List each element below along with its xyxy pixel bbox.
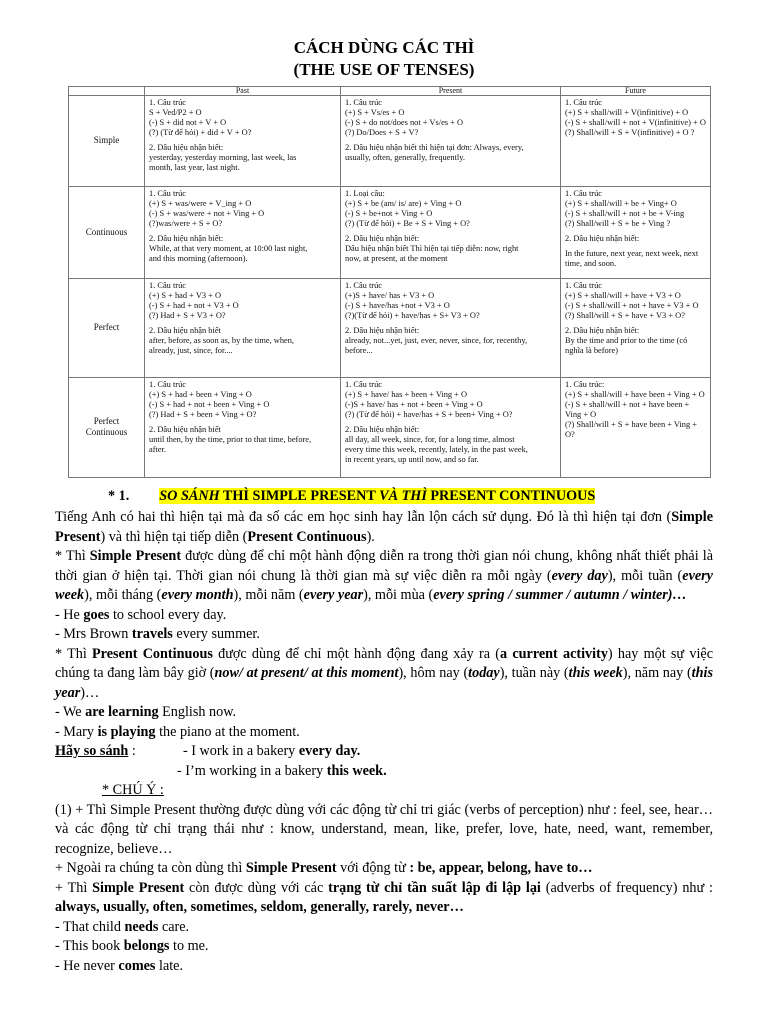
row-label: Perfect <box>69 278 145 377</box>
cell-text: (-) S + shall/will + not + have been + <box>565 399 690 409</box>
doc-title: CÁCH DÙNG CÁC THÌ <box>293 38 475 57</box>
cell-text: (+) S + Vs/es + O <box>345 108 405 117</box>
table-header-cell: Past <box>145 87 341 96</box>
table-row <box>69 186 711 278</box>
cell-text: Dâu hiệu nhận biết Thì hiện tại tiếp diễn: now, right <box>345 243 519 253</box>
cell-text: (?)(Từ để hỏi) + have/has + S+ V3 + O? <box>345 310 480 320</box>
cell-text: (-) S + be+not + Ving + O <box>345 208 433 218</box>
cell-text: S + Ved/P2 + O <box>149 108 202 117</box>
cell-text: and this morning (afternoon). <box>149 253 248 263</box>
cell-text: (+) S + shall/will + have + V3 + O <box>565 290 681 300</box>
intro-paragraph: Tiếng Anh có hai thì hiện tại mà đa số các em học sinh hay lẫn lộn cách sử dụng. Đó là thì hiện tại đơn (Simple Present) và thì hiện tại tiếp diễn (Present Continuous). <box>55 509 713 545</box>
compare-line: Hãy so sánh : - I work in a bakery every day. <box>55 743 361 759</box>
table-cell <box>561 278 711 377</box>
table-cell <box>341 278 561 377</box>
cell-text: yesterday, yesterday morning, last week, las <box>149 153 297 162</box>
table-cell <box>341 377 561 477</box>
table-cell <box>341 186 561 278</box>
compare-line: - I’m working in a bakery this week. <box>177 762 387 779</box>
table-header-cell: Present <box>341 87 561 96</box>
table-cell <box>341 96 561 187</box>
cell-text: month, last year, last night. <box>149 163 240 172</box>
note-paragraph: (1) + Thì Simple Present thường được dùng với các động từ chỉ tri giác (verbs of perception) như : feel, see, hear… và các động từ chỉ trạng thái như : know, understand, mean, like, prefer, love, hate, need, want, remember, recognize, believe… <box>55 801 713 857</box>
tenses-table <box>68 86 711 478</box>
cell-text: (?) Do/Does + S + V? <box>345 128 419 137</box>
cell-text: nghĩa là before) <box>565 345 619 355</box>
cell-text: 1. Câu trúc <box>149 98 186 107</box>
cell-text: (-) S + had + not + been + Ving + O <box>149 399 270 409</box>
body-text <box>55 508 713 976</box>
cell-text: O? <box>565 429 575 439</box>
cell-text: every time this week, recently, lately, in the past week, <box>345 444 528 454</box>
row-label: Continuous <box>69 186 145 278</box>
table-row <box>69 377 711 477</box>
cell-text: 2. Dâu hiệu nhận biết: <box>149 143 224 152</box>
simple-present-paragraph: * Thì Simple Present được dùng để chỉ một hành động diễn ra trong thời gian nói chung, không nhất thiết phải là thời gian ở hiện tại. Thời gian nói chung là thời gian mà sự việc diễn ra mỗi ngày (every day), mỗi tuần (every week), mỗi tháng (every month), mỗi năm (every year), mỗi mùa (every spring / summer / autumn / winter)… <box>55 548 713 603</box>
cell-text: after, before, as soon as, by the time, when, <box>149 335 295 345</box>
cell-text: (+) S + had + V3 + O <box>149 290 222 300</box>
cell-text: usually, often, generally, frequently. <box>345 153 465 162</box>
row-label: Simple <box>69 96 145 187</box>
cell-text: until then, by the time, prior to that time, before, <box>149 434 312 444</box>
cell-text: (?) Had + S + V3 + O? <box>149 310 226 320</box>
cell-text: In the future, next year, next week, next <box>565 248 699 258</box>
example-line: - He never comes late. <box>55 957 184 974</box>
section-title-part: SO SÁNH <box>159 488 220 504</box>
cell-text: (+) S + shall/will + have been + Ving + O <box>565 389 705 399</box>
table-cell <box>561 96 711 187</box>
example-line: - He goes to school every day. <box>55 606 227 623</box>
note-paragraph: + Thì Simple Present còn được dùng với các trạng từ chỉ tần suất lập đi lập lại (adverbs of frequency) như : always, usually, often, sometimes, seldom, generally, rarely, never… <box>55 879 713 915</box>
cell-text: 1. Câu trúc <box>345 280 382 290</box>
cell-text: time, and soon. <box>565 258 617 268</box>
cell-text: 2. Dâu hiệu nhận biết: <box>149 233 224 243</box>
example-line: - Mary is playing the piano at the moment. <box>55 723 300 740</box>
cell-text: 2. Dâu hiệu nhận biết: <box>345 325 420 335</box>
example-line: - That child needs care. <box>55 918 190 935</box>
cell-text: (+)S + have/ has + V3 + O <box>345 290 435 300</box>
example-line: - This book belongs to me. <box>55 938 209 954</box>
cell-text: (-) S + shall/will + not + V(infinitive) + O <box>565 118 706 127</box>
cell-text: already, not...yet, just, ever, never, since, for, recenthy, <box>345 335 528 345</box>
cell-text: 1. Câu trúc <box>565 98 602 107</box>
table-header-row <box>69 87 711 96</box>
cell-text: 1. Câu trúc <box>149 280 186 290</box>
example-line: - We are learning English now. <box>55 704 237 720</box>
cell-text: (?) Shall/will + S + have + V3 + O? <box>565 310 685 320</box>
cell-text: 2. Dâu hiệu nhận biết: <box>345 424 420 434</box>
cell-text: (+) S + be (am/ is/ are) + Ving + O <box>345 198 462 208</box>
cell-text: before... <box>345 345 373 355</box>
cell-text: (?) Shall/will + S + be + Ving ? <box>565 218 671 228</box>
table-row <box>69 96 711 187</box>
cell-text: (?) Shall/will + S + V(infinitive) + O ? <box>565 128 695 137</box>
cell-text: (-) S + was/were + not + Ving + O <box>149 208 265 218</box>
cell-text: (+) S + shall/will + V(infinitive) + O <box>565 108 689 117</box>
cell-text: 1. Câu trúc <box>565 280 602 290</box>
section-title-highlight <box>159 488 595 504</box>
cell-text: 2. Dâu hiệu nhận biết: <box>565 233 640 243</box>
cell-text: (+) S + have/ has + been + Ving + O <box>345 389 468 399</box>
cell-text: (?) (Từ để hỏi) + have/has + S + been+ Ving + O? <box>345 409 513 419</box>
cell-text: (+) S + shall/will + be + Ving+ O <box>565 198 677 208</box>
note-heading: * CHÚ Ý : <box>102 782 164 798</box>
cell-text: 1. Câu trúc <box>345 379 382 389</box>
table-cell <box>561 377 711 477</box>
cell-text: now, at present, at the moment <box>345 253 448 263</box>
row-label: Perfect Continuous <box>69 377 145 477</box>
example-line: - Mrs Brown travels every summer. <box>55 626 260 642</box>
section-title-part: THÌ SIMPLE PRESENT <box>219 488 380 504</box>
cell-text: 2. Dâu hiệu nhận biết thì hiện tại đơn: Always, every, <box>345 143 524 152</box>
cell-text: 2. Dâu hiệu nhận biết: <box>345 233 420 243</box>
cell-text: (+) S + had + been + Ving + O <box>149 389 252 399</box>
table-header-cell: Future <box>561 87 711 96</box>
cell-text: (?) (Từ để hỏi) + Be + S + Ving + O? <box>345 218 470 228</box>
cell-text: already, just, since, for.... <box>149 345 233 355</box>
cell-text: (?)was/were + S + O? <box>149 218 223 228</box>
section-title-part: PRESENT CONTINUOUS <box>426 488 596 504</box>
doc-subtitle: (THE USE OF TENSES) <box>293 60 475 79</box>
cell-text: 1. Câu trúc <box>345 98 382 107</box>
table-cell <box>145 186 341 278</box>
table-cell <box>145 278 341 377</box>
cell-text: (-) S + shall/will + not + have + V3 + O <box>565 300 699 310</box>
cell-text: 1. Câu trúc <box>149 188 186 198</box>
section-number: * 1. <box>108 488 130 504</box>
cell-text: 1. Loại câu: <box>345 188 385 198</box>
table-row <box>69 278 711 377</box>
section-title-part: VÀ THÌ <box>379 488 427 504</box>
cell-text: Ving + O <box>565 409 597 419</box>
cell-text: By the time and prior to the time (có <box>565 335 688 345</box>
cell-text: 1. Câu trúc: <box>565 379 605 389</box>
cell-text: (?) (Từ để hỏi) + did + V + O? <box>149 128 252 137</box>
cell-text: 2. Dâu hiệu nhận biết: <box>565 325 640 335</box>
cell-text: (?) Had + S + been + Ving + O? <box>149 409 257 419</box>
cell-text: 2. Dâu hiệu nhận biết <box>149 325 221 335</box>
table-header-cell <box>69 87 145 96</box>
cell-text: (-) S + did not + V + O <box>149 118 227 127</box>
cell-text: (?) Shall/will + S + have been + Ving + <box>565 419 697 429</box>
section-heading-compare <box>108 487 595 507</box>
cell-text: (+) S + was/were + V_ing + O <box>149 198 252 208</box>
cell-text: 2. Dâu hiệu nhận biết <box>149 424 221 434</box>
cell-text: 1. Câu trúc <box>149 379 186 389</box>
cell-text: (-) S + shall/will + not + be + V-ing <box>565 208 685 218</box>
note-paragraph: + Ngoài ra chúng ta còn dùng thì Simple Present với động từ : be, appear, belong, have to… <box>55 860 593 876</box>
cell-text: 1. Câu trúc <box>565 188 602 198</box>
present-continuous-paragraph: * Thì Present Continuous được dùng để chỉ một hành động đang xảy ra (a current activity) hay một sự việc chúng ta đang làm bây giờ (now/ at present/ at this moment), hôm nay (today), tuần này (this week), năm nay (this year)… <box>55 645 713 701</box>
cell-text: (-) S + had + not + V3 + O <box>149 300 239 310</box>
cell-text: While, at that very moment, at 10:00 last night, <box>149 243 308 253</box>
cell-text: (-) S + do not/does not + Vs/es + O <box>345 118 464 127</box>
cell-text: (-)S + have/ has + not + been + Ving + O <box>345 399 483 409</box>
cell-text: (-) S + have/has +not + V3 + O <box>345 300 450 310</box>
cell-text: after. <box>149 444 166 454</box>
table-cell <box>561 186 711 278</box>
cell-text: all day, all week, since, for, for a long time, almost <box>345 434 515 444</box>
table-cell <box>145 377 341 477</box>
table-cell <box>145 96 341 187</box>
cell-text: in recent years, up until now, and so far. <box>345 454 479 464</box>
